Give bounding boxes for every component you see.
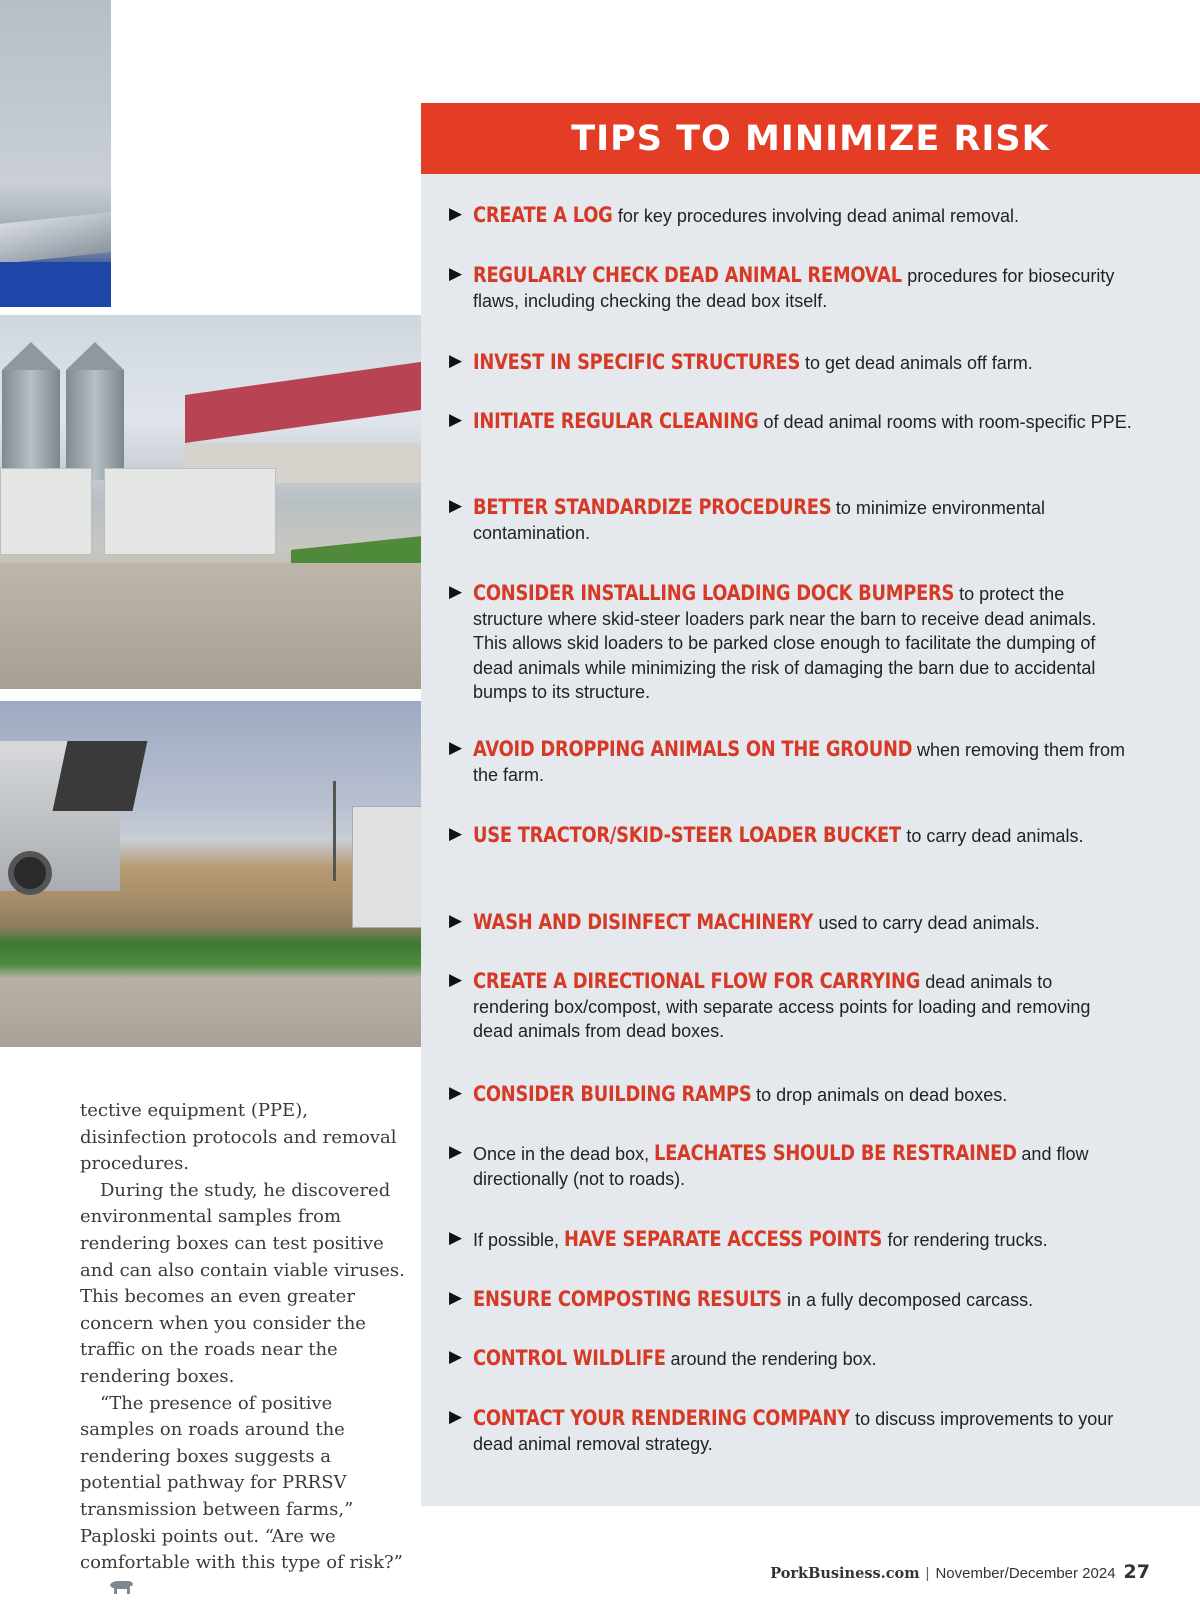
tip-item	[449, 1082, 1133, 1108]
fence-panel	[104, 468, 276, 555]
photo-barn-top	[0, 0, 111, 307]
tips-header	[421, 103, 1200, 174]
tip-text: to carry dead animals.	[901, 826, 1084, 846]
tip-highlight: CREATE A DIRECTIONAL FLOW FOR CARRYING	[473, 969, 921, 993]
utility-pole	[333, 781, 336, 881]
tip-item	[449, 263, 1133, 313]
fence-panel	[0, 468, 92, 555]
tip-highlight: CONSIDER BUILDING RAMPS	[473, 1082, 752, 1106]
tip-item	[449, 1227, 1133, 1253]
tip-item	[449, 350, 1133, 376]
tip-item	[449, 203, 1133, 229]
tip-text: and flow directionally (not to roads).	[473, 1144, 1089, 1189]
triangle-bullet-icon: ▶	[449, 264, 463, 283]
tip-item	[449, 823, 1133, 849]
triangle-bullet-icon: ▶	[449, 1083, 463, 1102]
tip-highlight: CONTACT YOUR RENDERING COMPANY	[473, 1406, 850, 1430]
triangle-bullet-icon: ▶	[449, 582, 463, 601]
tip-item	[449, 581, 1133, 705]
tip-text: used to carry dead animals.	[813, 913, 1040, 933]
tip-highlight: USE TRACTOR/SKID-STEER LOADER BUCKET	[473, 823, 901, 847]
pig-icon	[88, 1577, 134, 1604]
tip-prefix: Once in the dead box,	[473, 1144, 655, 1164]
silo	[66, 370, 124, 480]
triangle-bullet-icon: ▶	[449, 1288, 463, 1307]
barn-roof	[0, 212, 111, 264]
triangle-bullet-icon: ▶	[449, 410, 463, 429]
tip-text: in a fully decomposed carcass.	[782, 1290, 1034, 1310]
tip-text: dead animals to rendering box/compost, with separate access points for loading and removing dead animals from dead boxes.	[473, 972, 1091, 1041]
article-paragraph-text: “The presence of positive samples on roads around the rendering boxes suggests a potential pathway for PRRSV transmission between farms,” Paploski points out. “Are we comfortable with this type of risk?”	[80, 1392, 403, 1574]
tip-text: to protect the structure where skid-steer loaders park near the barn to receive dead animals. This allows skid loaders to be parked close enough to facilitate the dumping of dead animals while minimizing the risk of damaging the barn due to accidental bumps to its structure.	[473, 584, 1097, 702]
tip-highlight: CREATE A LOG	[473, 203, 613, 227]
tip-highlight: BETTER STANDARDIZE PROCEDURES	[473, 495, 832, 519]
tip-highlight: INITIATE REGULAR CLEANING	[473, 409, 759, 433]
tip-highlight: REGULARLY CHECK DEAD ANIMAL REMOVAL	[473, 263, 902, 287]
tip-text: to drop animals on dead boxes.	[751, 1085, 1008, 1105]
tip-text: of dead animal rooms with room-specific PPE.	[758, 412, 1132, 432]
photo-barn-silos	[0, 315, 421, 689]
triangle-bullet-icon: ▶	[449, 1228, 463, 1247]
article-paragraph	[80, 1391, 405, 1604]
tip-text: to discuss improvements to your dead animal removal strategy.	[473, 1409, 1114, 1454]
triangle-bullet-icon: ▶	[449, 496, 463, 515]
tip-item	[449, 1287, 1133, 1313]
rendering-box	[352, 806, 421, 928]
triangle-bullet-icon: ▶	[449, 351, 463, 370]
triangle-bullet-icon: ▶	[449, 204, 463, 223]
blue-bin	[0, 262, 111, 307]
article-paragraph: During the study, he discovered environmental samples from rendering boxes can test positive and can also contain viable viruses. This becomes an even greater concern when you consider the traffic on the roads near the rendering boxes.	[80, 1179, 405, 1387]
footer-issue: November/December 2024	[935, 1565, 1116, 1582]
page-number: 27	[1123, 1561, 1150, 1583]
tips-panel	[421, 103, 1200, 1506]
triangle-bullet-icon: ▶	[449, 911, 463, 930]
article-body	[80, 1098, 405, 1604]
tip-item	[449, 495, 1133, 545]
silo	[2, 370, 60, 480]
tip-text: for rendering trucks.	[882, 1230, 1048, 1250]
truck-loader-arm	[53, 741, 148, 811]
tip-highlight: CONTROL WILDLIFE	[473, 1346, 666, 1370]
gravel-lot	[0, 563, 421, 689]
page-footer	[720, 1561, 1150, 1583]
tips-title: TIPS TO MINIMIZE RISK	[571, 118, 1050, 159]
tip-highlight: INVEST IN SPECIFIC STRUCTURES	[473, 350, 801, 374]
triangle-bullet-icon: ▶	[449, 1142, 463, 1161]
tip-highlight: AVOID DROPPING ANIMALS ON THE GROUND	[473, 737, 913, 761]
triangle-bullet-icon: ▶	[449, 970, 463, 989]
barn-roof	[185, 362, 421, 443]
tip-highlight: LEACHATES SHOULD BE RESTRAINED	[654, 1141, 1017, 1165]
tip-item	[449, 1346, 1133, 1372]
tip-text: for key procedures involving dead animal removal.	[612, 206, 1020, 226]
tip-text: procedures for biosecurity flaws, including checking the dead box itself.	[473, 266, 1115, 311]
triangle-bullet-icon: ▶	[449, 738, 463, 757]
tip-prefix: If possible,	[473, 1230, 565, 1250]
tip-text: to minimize environmental contamination.	[473, 498, 1045, 543]
tip-highlight: HAVE SEPARATE ACCESS POINTS	[564, 1227, 883, 1251]
photo-rendering-truck	[0, 701, 421, 1047]
tip-item	[449, 1141, 1133, 1191]
triangle-bullet-icon: ▶	[449, 1347, 463, 1366]
tip-item	[449, 409, 1133, 435]
triangle-bullet-icon: ▶	[449, 1407, 463, 1426]
tip-item	[449, 1406, 1133, 1456]
article-paragraph: tective equipment (PPE), disinfection protocols and removal procedures.	[80, 1100, 397, 1175]
tip-text: when removing them from the farm.	[473, 740, 1126, 785]
tip-highlight: ENSURE COMPOSTING RESULTS	[473, 1287, 782, 1311]
tip-text: to get dead animals off farm.	[799, 353, 1033, 373]
footer-separator: |	[925, 1565, 930, 1582]
truck-wheel	[8, 851, 52, 895]
tip-item	[449, 737, 1133, 787]
tip-text: around the rendering box.	[665, 1349, 877, 1369]
tip-highlight: CONSIDER INSTALLING LOADING DOCK BUMPERS	[473, 581, 955, 605]
tip-highlight: WASH AND DISINFECT MACHINERY	[473, 910, 814, 934]
tip-item	[449, 910, 1133, 936]
triangle-bullet-icon: ▶	[449, 824, 463, 843]
footer-site: PorkBusiness.com	[770, 1565, 920, 1582]
tip-item	[449, 969, 1133, 1044]
